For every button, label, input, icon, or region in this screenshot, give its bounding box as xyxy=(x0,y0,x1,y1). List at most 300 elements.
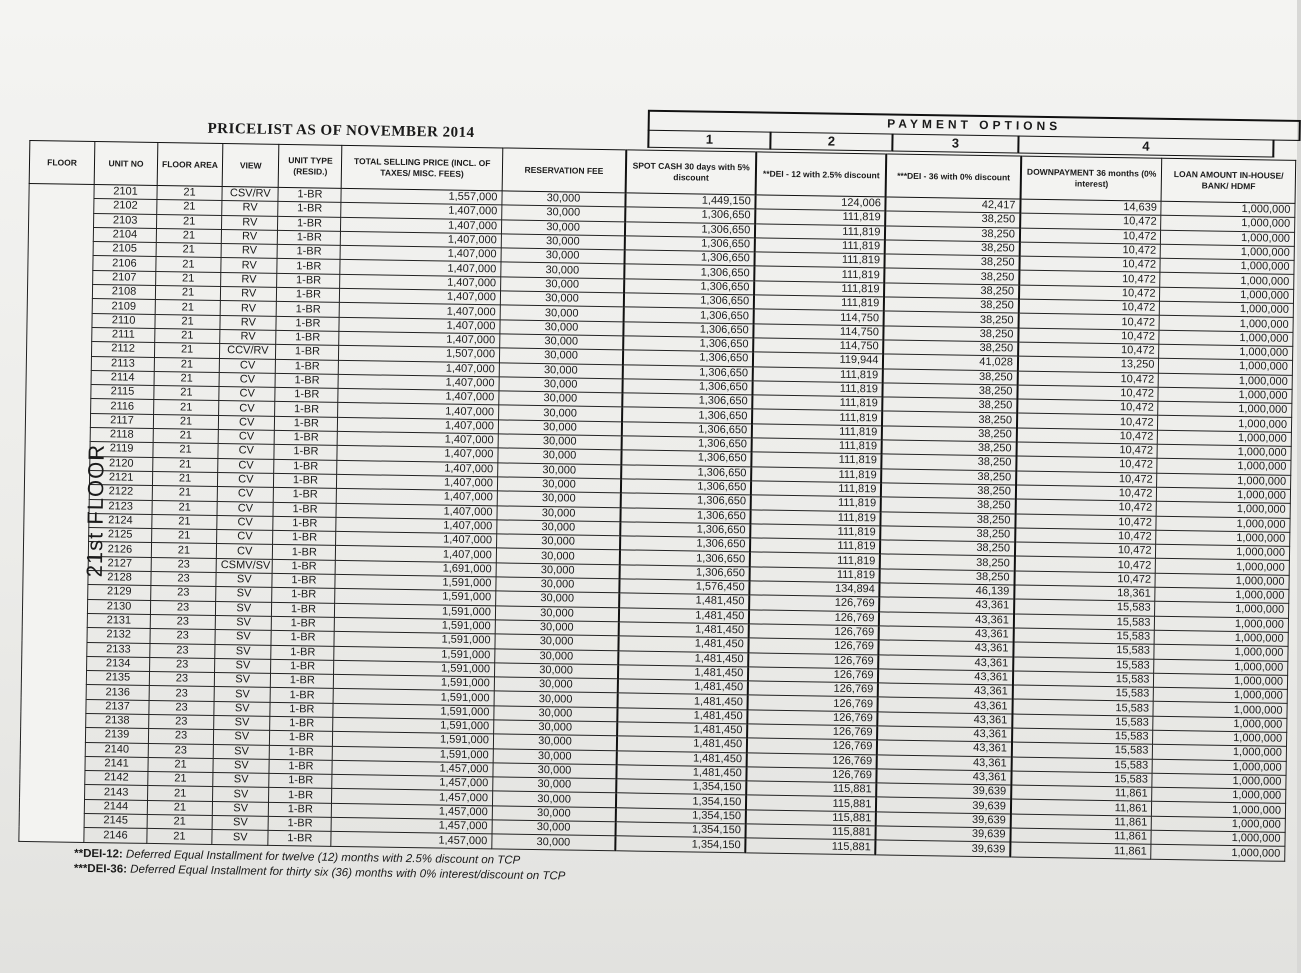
spot-cash-cell: 1,354,150 xyxy=(616,808,746,824)
dei-12-cell: 126,769 xyxy=(747,738,877,754)
spot-cash-cell: 1,306,650 xyxy=(623,379,753,395)
unit-no-cell: 2106 xyxy=(93,256,156,271)
dei-12-cell: 115,881 xyxy=(746,824,876,840)
loan-amount-cell: 1,000,000 xyxy=(1161,244,1295,260)
dei-36-cell: 43,361 xyxy=(878,712,1013,728)
total-selling-price-cell: 1,407,000 xyxy=(336,546,497,563)
option-number-4: 4 xyxy=(1017,136,1274,158)
view-cell: RV xyxy=(222,215,279,230)
dei-36-cell: 38,250 xyxy=(880,540,1015,556)
view-cell: CSMV/SV xyxy=(216,558,273,573)
dei-36-cell: 38,250 xyxy=(882,440,1017,456)
dei-12-cell: 111,819 xyxy=(753,381,883,397)
loan-amount-cell: 1,000,000 xyxy=(1159,316,1293,332)
reservation-fee-cell: 30,000 xyxy=(495,605,619,621)
floor-area-cell: 21 xyxy=(155,300,220,315)
total-selling-price-cell: 1,407,000 xyxy=(340,246,501,263)
unit-type-cell: 1-BR xyxy=(272,588,335,603)
dei-36-cell: 43,361 xyxy=(878,669,1013,685)
downpayment-cell: 15,583 xyxy=(1012,728,1153,745)
floor-area-cell: 21 xyxy=(152,514,217,529)
dei-12-cell: 111,819 xyxy=(755,209,885,225)
spot-cash-cell: 1,481,450 xyxy=(618,650,748,666)
dei-36-cell: 38,250 xyxy=(881,511,1016,527)
dei-12-cell: 126,769 xyxy=(749,595,879,611)
unit-type-cell: 1-BR xyxy=(270,716,333,731)
loan-amount-cell: 1,000,000 xyxy=(1157,487,1291,503)
unit-no-cell: 2115 xyxy=(91,385,154,400)
dei-12-cell: 111,819 xyxy=(750,552,880,568)
view-cell: RV xyxy=(220,315,277,330)
downpayment-cell: 10,472 xyxy=(1018,342,1159,359)
unit-no-cell: 2139 xyxy=(86,728,149,743)
dei-12-cell: 111,819 xyxy=(751,467,881,483)
view-cell: RV xyxy=(220,301,277,316)
unit-no-cell: 2109 xyxy=(92,299,155,314)
floor-area-cell: 23 xyxy=(151,571,216,586)
downpayment-cell: 15,583 xyxy=(1013,657,1154,674)
unit-no-cell: 2136 xyxy=(86,685,149,700)
view-cell: SV xyxy=(212,830,269,845)
dei-12-cell: 111,819 xyxy=(753,366,883,382)
downpayment-cell: 10,472 xyxy=(1015,542,1156,559)
spot-cash-cell: 1,481,450 xyxy=(618,693,748,709)
dei-36-cell: 38,250 xyxy=(884,340,1019,356)
dei-12-cell: 126,769 xyxy=(749,609,879,625)
unit-type-cell: 1-BR xyxy=(271,688,334,703)
spot-cash-cell: 1,306,650 xyxy=(620,565,750,581)
reservation-fee-cell: 30,000 xyxy=(499,348,623,364)
dei-36-cell: 39,639 xyxy=(876,812,1011,828)
total-selling-price-cell: 1,591,000 xyxy=(333,703,494,720)
total-selling-price-cell: 1,591,000 xyxy=(334,660,495,677)
unit-type-cell: 1-BR xyxy=(269,788,332,803)
downpayment-cell: 11,861 xyxy=(1010,842,1151,859)
floor-area-cell: 21 xyxy=(157,186,222,201)
unit-no-cell: 2134 xyxy=(87,656,150,671)
header-floor: FLOOR xyxy=(29,141,95,185)
dei-12-cell: 126,769 xyxy=(749,638,879,654)
dei-12-cell: 119,944 xyxy=(753,352,883,368)
floor-area-cell: 23 xyxy=(149,672,214,687)
unit-type-cell: 1-BR xyxy=(271,659,334,674)
floor-area-cell: 21 xyxy=(152,529,217,544)
total-selling-price-cell: 1,407,000 xyxy=(341,203,502,220)
loan-amount-cell: 1,000,000 xyxy=(1153,702,1287,718)
total-selling-price-cell: 1,407,000 xyxy=(336,531,497,548)
dei-12-cell: 115,881 xyxy=(746,810,876,826)
reservation-fee-cell: 30,000 xyxy=(497,477,621,493)
unit-no-cell: 2146 xyxy=(84,828,147,843)
loan-amount-cell: 1,000,000 xyxy=(1154,687,1288,703)
total-selling-price-cell: 1,457,000 xyxy=(332,760,493,777)
loan-amount-cell: 1,000,000 xyxy=(1161,201,1295,217)
dei-12-cell: 134,894 xyxy=(750,581,880,597)
unit-no-cell: 2104 xyxy=(93,227,156,242)
dei-36-cell: 43,361 xyxy=(878,683,1013,699)
unit-type-cell: 1-BR xyxy=(276,330,339,345)
unit-type-cell: 1-BR xyxy=(276,359,339,374)
reservation-fee-cell: 30,000 xyxy=(492,806,616,822)
unit-type-cell: 1-BR xyxy=(278,202,341,217)
floor-area-cell: 23 xyxy=(150,643,215,658)
unit-type-cell: 1-BR xyxy=(272,573,335,588)
dei-12-cell: 115,881 xyxy=(746,795,876,811)
loan-amount-cell: 1,000,000 xyxy=(1158,416,1292,432)
unit-type-cell: 1-BR xyxy=(275,402,338,417)
total-selling-price-cell: 1,407,000 xyxy=(337,474,498,491)
view-cell: RV xyxy=(221,229,278,244)
unit-type-cell: 1-BR xyxy=(270,702,333,717)
downpayment-cell: 15,583 xyxy=(1011,771,1152,788)
reservation-fee-cell: 30,000 xyxy=(500,277,624,293)
total-selling-price-cell: 1,407,000 xyxy=(339,317,500,334)
dei-12-cell: 126,769 xyxy=(749,624,879,640)
view-cell: SV xyxy=(214,701,271,716)
reservation-fee-cell: 30,000 xyxy=(498,420,622,436)
floor-label: 21st FLOOR xyxy=(81,443,109,578)
view-cell: SV xyxy=(215,601,272,616)
view-cell: RV xyxy=(220,329,277,344)
dei-36-cell: 38,250 xyxy=(883,397,1018,413)
unit-type-cell: 1-BR xyxy=(278,187,341,202)
dei-36-cell: 41,028 xyxy=(883,354,1018,370)
unit-no-cell: 2126 xyxy=(88,542,151,557)
total-selling-price-cell: 1,407,000 xyxy=(336,517,497,534)
unit-type-cell: 1-BR xyxy=(275,430,338,445)
dei-12-cell: 126,769 xyxy=(747,724,877,740)
dei-12-cell: 111,819 xyxy=(755,238,885,254)
dei-12-cell: 111,819 xyxy=(751,509,881,525)
dei-12-cell: 111,819 xyxy=(754,281,884,297)
downpayment-cell: 10,472 xyxy=(1019,299,1160,316)
loan-amount-cell: 1,000,000 xyxy=(1156,530,1290,546)
unit-no-cell: 2103 xyxy=(94,213,157,228)
dei-36-cell: 38,250 xyxy=(884,283,1019,299)
total-selling-price-cell: 1,457,000 xyxy=(331,832,492,849)
floor-area-cell: 21 xyxy=(153,443,218,458)
total-selling-price-cell: 1,591,000 xyxy=(334,646,495,663)
loan-amount-cell: 1,000,000 xyxy=(1151,830,1285,846)
spot-cash-cell: 1,306,650 xyxy=(621,464,751,480)
loan-amount-cell: 1,000,000 xyxy=(1158,401,1292,417)
downpayment-cell: 10,472 xyxy=(1016,499,1157,516)
total-selling-price-cell: 1,407,000 xyxy=(337,460,498,477)
unit-no-cell: 2129 xyxy=(88,585,151,600)
loan-amount-cell: 1,000,000 xyxy=(1160,301,1294,317)
unit-type-cell: 1-BR xyxy=(278,230,341,245)
total-selling-price-cell: 1,591,000 xyxy=(334,674,495,691)
dei-12-cell: 111,819 xyxy=(750,538,880,554)
reservation-fee-cell: 30,000 xyxy=(502,191,626,207)
floor-area-cell: 23 xyxy=(148,743,213,758)
unit-no-cell: 2118 xyxy=(90,428,153,443)
dei-36-cell: 38,250 xyxy=(882,469,1017,485)
view-cell: SV xyxy=(213,773,270,788)
downpayment-cell: 10,472 xyxy=(1017,399,1158,416)
loan-amount-cell: 1,000,000 xyxy=(1161,216,1295,232)
dei-36-cell: 43,361 xyxy=(879,597,1014,613)
spot-cash-cell: 1,306,650 xyxy=(624,279,754,295)
reservation-fee-cell: 30,000 xyxy=(498,463,622,479)
header-downpayment: DOWNPAYMENT 36 months (0% interest) xyxy=(1021,156,1163,201)
floor-area-cell: 21 xyxy=(155,314,220,329)
spot-cash-cell: 1,481,450 xyxy=(618,679,748,695)
downpayment-cell: 10,472 xyxy=(1016,485,1157,502)
total-selling-price-cell: 1,591,000 xyxy=(335,589,496,606)
unit-no-cell: 2105 xyxy=(93,242,156,257)
floor-area-cell: 21 xyxy=(148,786,213,801)
header-total-selling-price: TOTAL SELLING PRICE (INCL. OF TAXES/ MISC. FEES) xyxy=(342,145,503,191)
dei-36-cell: 38,250 xyxy=(881,483,1016,499)
downpayment-cell: 10,472 xyxy=(1018,371,1159,388)
spot-cash-cell: 1,306,650 xyxy=(622,407,752,423)
unit-no-cell: 2141 xyxy=(85,756,148,771)
spot-cash-cell: 1,481,450 xyxy=(617,736,747,752)
reservation-fee-cell: 30,000 xyxy=(500,305,624,321)
view-cell: SV xyxy=(214,673,271,688)
unit-no-cell: 2142 xyxy=(85,771,148,786)
downpayment-cell: 15,583 xyxy=(1012,699,1153,716)
header-dei-12: **DEI - 12 with 2.5% discount xyxy=(756,152,887,197)
total-selling-price-cell: 1,591,000 xyxy=(333,717,494,734)
spot-cash-cell: 1,354,150 xyxy=(616,793,746,809)
floor-area-cell: 21 xyxy=(156,228,221,243)
reservation-fee-cell: 30,000 xyxy=(497,520,621,536)
downpayment-cell: 15,583 xyxy=(1012,757,1153,774)
unit-no-cell: 2131 xyxy=(87,613,150,628)
unit-type-cell: 1-BR xyxy=(277,302,340,317)
loan-amount-cell: 1,000,000 xyxy=(1157,444,1291,460)
unit-type-cell: 1-BR xyxy=(272,602,335,617)
unit-type-cell: 1-BR xyxy=(277,273,340,288)
downpayment-cell: 10,472 xyxy=(1018,313,1159,330)
floor-area-cell: 21 xyxy=(155,286,220,301)
dei-36-cell: 43,361 xyxy=(879,612,1014,628)
unit-type-cell: 1-BR xyxy=(275,416,338,431)
loan-amount-cell: 1,000,000 xyxy=(1160,287,1294,303)
total-selling-price-cell: 1,591,000 xyxy=(333,689,494,706)
view-cell: CV xyxy=(217,530,274,545)
view-cell: SV xyxy=(215,630,272,645)
reservation-fee-cell: 30,000 xyxy=(493,763,617,779)
floor-area-cell: 23 xyxy=(149,714,214,729)
unit-no-cell: 2143 xyxy=(85,785,148,800)
downpayment-cell: 10,472 xyxy=(1020,213,1161,230)
unit-no-cell: 2145 xyxy=(84,814,147,829)
loan-amount-cell: 1,000,000 xyxy=(1156,544,1290,560)
loan-amount-cell: 1,000,000 xyxy=(1158,387,1292,403)
unit-no-cell: 2112 xyxy=(92,342,155,357)
loan-amount-cell: 1,000,000 xyxy=(1152,816,1286,832)
unit-no-cell: 2107 xyxy=(93,270,156,285)
unit-type-cell: 1-BR xyxy=(271,673,334,688)
header-view: VIEW xyxy=(222,144,279,188)
view-cell: SV xyxy=(216,587,273,602)
dei-36-cell: 39,639 xyxy=(877,783,1012,799)
spot-cash-cell: 1,481,450 xyxy=(619,593,749,609)
reservation-fee-cell: 30,000 xyxy=(498,405,622,421)
unit-type-cell: 1-BR xyxy=(277,259,340,274)
loan-amount-cell: 1,000,000 xyxy=(1159,373,1293,389)
unit-no-cell: 2132 xyxy=(87,628,150,643)
dei-12-cell: 126,769 xyxy=(748,652,878,668)
dei-36-cell: 38,250 xyxy=(886,211,1021,227)
spot-cash-cell: 1,354,150 xyxy=(616,822,746,838)
floor-area-cell: 21 xyxy=(148,757,213,772)
spot-cash-cell: 1,306,650 xyxy=(622,422,752,438)
header-floor-area: FLOOR AREA xyxy=(157,143,223,187)
downpayment-cell: 10,472 xyxy=(1019,256,1160,273)
view-cell: SV xyxy=(213,758,270,773)
dei-12-cell: 111,819 xyxy=(755,252,885,268)
downpayment-cell: 10,472 xyxy=(1015,528,1156,545)
header-reservation-fee: RESERVATION FEE xyxy=(502,148,626,193)
dei-36-cell: 43,361 xyxy=(877,740,1012,756)
option-number-2: 2 xyxy=(769,132,891,152)
dei-12-cell: 111,819 xyxy=(752,395,882,411)
view-cell: SV xyxy=(213,730,270,745)
loan-amount-cell: 1,000,000 xyxy=(1154,659,1288,675)
floor-cell xyxy=(19,183,109,842)
header-spot-cash: SPOT CASH 30 days with 5% discount xyxy=(626,150,757,195)
dei-36-cell: 43,361 xyxy=(879,640,1014,656)
dei-12-cell: 114,750 xyxy=(754,309,884,325)
dei-36-cell: 38,250 xyxy=(882,454,1017,470)
spot-cash-cell: 1,306,650 xyxy=(625,236,755,252)
view-cell: RV xyxy=(222,201,279,216)
option-number-1: 1 xyxy=(647,130,769,150)
floor-area-cell: 23 xyxy=(150,629,215,644)
spot-cash-cell: 1,306,650 xyxy=(623,322,753,338)
floor-area-cell: 21 xyxy=(157,200,222,215)
downpayment-cell: 10,472 xyxy=(1019,271,1160,288)
dei-12-cell: 126,769 xyxy=(748,710,878,726)
unit-type-cell: 1-BR xyxy=(274,459,337,474)
unit-no-cell: 2133 xyxy=(87,642,150,657)
unit-no-cell: 2121 xyxy=(90,470,153,485)
downpayment-cell: 15,583 xyxy=(1013,685,1154,702)
dei-36-cell: 39,639 xyxy=(876,840,1011,856)
loan-amount-cell: 1,000,000 xyxy=(1152,787,1286,803)
payment-options-header: PAYMENT OPTIONS xyxy=(648,110,1301,141)
view-cell: CV xyxy=(219,401,276,416)
unit-type-cell: 1-BR xyxy=(272,616,335,631)
reservation-fee-cell: 30,000 xyxy=(496,563,620,579)
unit-no-cell: 2144 xyxy=(84,799,147,814)
loan-amount-cell: 1,000,000 xyxy=(1151,845,1285,861)
unit-type-cell: 1-BR xyxy=(271,631,334,646)
dei-36-cell: 38,250 xyxy=(883,383,1018,399)
loan-amount-cell: 1,000,000 xyxy=(1156,516,1290,532)
spot-cash-cell: 1,306,650 xyxy=(621,450,751,466)
reservation-fee-cell: 30,000 xyxy=(502,205,626,221)
dei-36-cell: 43,361 xyxy=(877,754,1012,770)
footnote-text: Deferred Equal Installment for thirty six (36) months with 0% interest/discount on TCP xyxy=(130,863,566,883)
reservation-fee-cell: 30,000 xyxy=(493,734,617,750)
total-selling-price-cell: 1,591,000 xyxy=(333,732,494,749)
reservation-fee-cell: 30,000 xyxy=(501,220,625,236)
spot-cash-cell: 1,306,650 xyxy=(621,493,751,509)
floor-area-cell: 21 xyxy=(155,328,220,343)
spot-cash-cell: 1,306,650 xyxy=(623,336,753,352)
view-cell: SV xyxy=(214,687,271,702)
view-cell: RV xyxy=(221,272,278,287)
total-selling-price-cell: 1,457,000 xyxy=(332,789,493,806)
reservation-fee-cell: 30,000 xyxy=(496,548,620,564)
loan-amount-cell: 1,000,000 xyxy=(1160,258,1294,274)
reservation-fee-cell: 30,000 xyxy=(496,534,620,550)
loan-amount-cell: 1,000,000 xyxy=(1157,473,1291,489)
dei-36-cell: 38,250 xyxy=(883,368,1018,384)
floor-area-cell: 23 xyxy=(149,686,214,701)
loan-amount-cell: 1,000,000 xyxy=(1155,587,1289,603)
view-cell: CV xyxy=(219,387,276,402)
dei-12-cell: 111,819 xyxy=(752,409,882,425)
view-cell: CV xyxy=(218,472,275,487)
unit-no-cell: 2128 xyxy=(88,570,151,585)
view-cell: CV xyxy=(218,415,275,430)
downpayment-cell: 10,472 xyxy=(1016,456,1157,473)
dei-36-cell: 43,361 xyxy=(877,726,1012,742)
downpayment-cell: 10,472 xyxy=(1019,285,1160,302)
total-selling-price-cell: 1,407,000 xyxy=(339,331,500,348)
unit-type-cell: 1-BR xyxy=(273,530,336,545)
floor-area-cell: 23 xyxy=(151,586,216,601)
unit-no-cell: 2120 xyxy=(90,456,153,471)
spot-cash-cell: 1,306,650 xyxy=(622,393,752,409)
downpayment-cell: 15,583 xyxy=(1014,614,1155,631)
spot-cash-cell: 1,576,450 xyxy=(619,579,749,595)
unit-no-cell: 2102 xyxy=(94,199,157,214)
dei-36-cell: 38,250 xyxy=(882,411,1017,427)
reservation-fee-cell: 30,000 xyxy=(494,706,618,722)
unit-no-cell: 2108 xyxy=(92,285,155,300)
unit-type-cell: 1-BR xyxy=(270,745,333,760)
floor-area-cell: 21 xyxy=(156,257,221,272)
downpayment-cell: 10,472 xyxy=(1014,571,1155,588)
unit-type-cell: 1-BR xyxy=(275,388,338,403)
floor-area-cell: 21 xyxy=(147,800,212,815)
reservation-fee-cell: 30,000 xyxy=(501,248,625,264)
unit-type-cell: 1-BR xyxy=(269,816,332,831)
reservation-fee-cell: 30,000 xyxy=(494,691,618,707)
dei-12-cell: 126,769 xyxy=(747,752,877,768)
reservation-fee-cell: 30,000 xyxy=(501,262,625,278)
total-selling-price-cell: 1,407,000 xyxy=(341,217,502,234)
view-cell: SV xyxy=(213,744,270,759)
spot-cash-cell: 1,354,150 xyxy=(615,836,745,852)
reservation-fee-cell: 30,000 xyxy=(494,677,618,693)
dei-12-cell: 111,819 xyxy=(750,524,880,540)
floor-area-cell: 21 xyxy=(148,772,213,787)
unit-type-cell: 1-BR xyxy=(273,559,336,574)
dei-12-cell: 111,819 xyxy=(751,481,881,497)
reservation-fee-cell: 30,000 xyxy=(501,234,625,250)
table-body xyxy=(19,183,1295,860)
dei-36-cell: 38,250 xyxy=(885,240,1020,256)
downpayment-cell: 10,472 xyxy=(1017,428,1158,445)
dei-36-cell: 38,250 xyxy=(881,497,1016,513)
dei-36-cell: 39,639 xyxy=(876,797,1011,813)
reservation-fee-cell: 30,000 xyxy=(492,834,616,850)
floor-area-cell: 21 xyxy=(156,271,221,286)
spot-cash-cell: 1,306,650 xyxy=(625,207,755,223)
header-unit-no: UNIT NO xyxy=(94,142,158,186)
spot-cash-cell: 1,481,450 xyxy=(619,636,749,652)
dei-12-cell: 111,819 xyxy=(755,224,885,240)
downpayment-cell: 11,861 xyxy=(1011,785,1152,802)
